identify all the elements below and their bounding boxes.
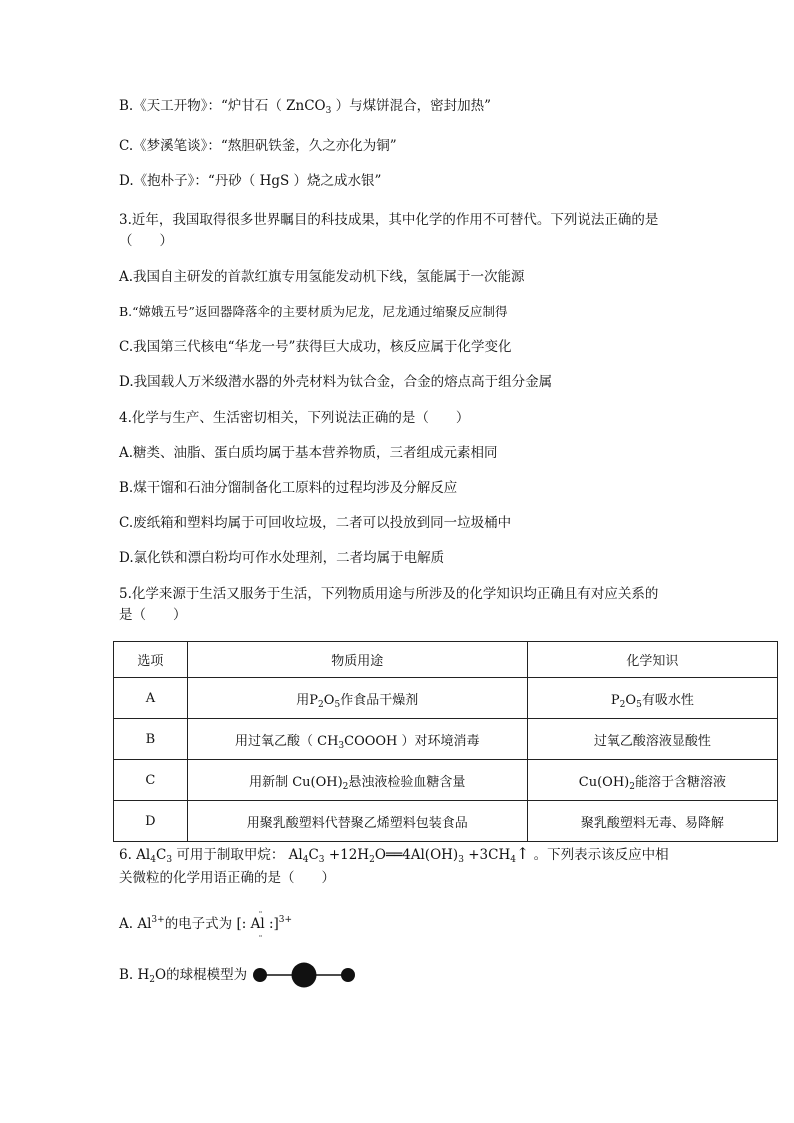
row-a-knowledge: $P_2O_5$有吸水性 (527, 678, 777, 719)
table-row (114, 719, 778, 760)
hydrogen-atom (341, 968, 355, 982)
row-c-option: C (114, 760, 188, 801)
table-row (114, 678, 778, 719)
electron-formula: ·· [: Al :] ·· (236, 908, 279, 941)
q3-stem: 3.近年，我国取得很多世界瞩目的科技成果，其中化学的作用不可替代。下列说法正确的是 (119, 212, 659, 228)
q2-option-c: C.《梦溪笔谈》：“熬胆矾铁釜，久之亦化为铜” (119, 138, 397, 154)
q3-option-c: C.我国第三代核电“华龙一号”获得巨大成功，核反应属于化学变化 (119, 339, 512, 355)
q3-option-d: D.我国载人万米级潜水器的外壳材料为钛合金，合金的熔点高于组分金属 (119, 374, 553, 390)
header-use: 物质用途 (187, 642, 527, 678)
water-ball-stick-model (252, 962, 358, 988)
q6-stem-line2: 关微粒的化学用语正确的是（ ） (119, 870, 335, 886)
q4-option-b: B.煤干馏和石油分馏制备化工原料的过程均涉及分解反应 (119, 480, 458, 496)
row-d-option: D (114, 801, 188, 842)
q4-option-a: A.糖类、油脂、蛋白质均属于基本营养物质，三者组成元素相同 (119, 445, 498, 461)
q5-table (113, 641, 778, 842)
table-row (114, 801, 778, 842)
q6-stem-line1: 6. $Al_4C_3$ 可用于制取甲烷： $Al_4C_3$ $+12H_2O══4Al(OH)_3$ $+3CH_4↑$ 。下列表示该反应中相 (119, 844, 669, 865)
row-c-knowledge: $Cu(OH)_2$能溶于含糖溶液 (527, 760, 777, 801)
q6-option-b: B. $H_2O$的球棍模型为 (119, 967, 248, 985)
row-b-use: 用过氧乙酸（ $CH_3COOOH$ ）对环境消毒 (187, 719, 527, 760)
q3-paren: （ ） (119, 233, 173, 249)
table-header-row (114, 642, 778, 678)
q5-stem-line1: 5.化学来源于生活又服务于生活，下列物质用途与所涉及的化学知识均正确且有对应关系的 (119, 586, 659, 602)
row-c-use: 用新制 $Cu(OH)_2$悬浊液检验血糖含量 (187, 760, 527, 801)
oxygen-atom (292, 963, 317, 988)
q2-option-b: B.《天工开物》：“炉甘石（ ZnCO$_3$ ）与煤饼混合，密封加热” (119, 98, 492, 116)
header-knowledge: 化学知识 (527, 642, 777, 678)
header-option: 选项 (114, 642, 188, 678)
row-b-option: B (114, 719, 188, 760)
q3-option-a: A.我国自主研发的首款红旗专用氢能发动机下线，氢能属于一次能源 (119, 269, 525, 285)
row-d-knowledge: 聚乳酸塑料无毒、易降解 (527, 801, 777, 842)
row-d-use: 用聚乳酸塑料代替聚乙烯塑料包装食品 (187, 801, 527, 842)
q5-stem-line2: 是（ ） (119, 607, 187, 623)
q3-option-b: B.“嫦娥五号”返回器降落伞的主要材质为尼龙，尼龙通过缩聚反应制得 (119, 304, 508, 319)
row-b-knowledge: 过氧乙酸溶液显酸性 (527, 719, 777, 760)
q6-option-a: A. $Al^{3+}$的电子式为 ·· [: Al :] ·· $^{3+}$ (119, 908, 293, 941)
hydrogen-atom (253, 968, 267, 982)
q4-option-d: D.氯化铁和漂白粉均可作水处理剂，二者均属于电解质 (119, 550, 445, 566)
q4-option-c: C.废纸箱和塑料均属于可回收垃圾，二者可以投放到同一垃圾桶中 (119, 515, 512, 531)
table-row (114, 760, 778, 801)
row-a-use: 用$P_2O_5$作食品干燥剂 (187, 678, 527, 719)
q4-stem: 4.化学与生产、生活密切相关，下列说法正确的是（ ） (119, 410, 470, 426)
q2-option-d: D.《抱朴子》：“丹砂（ HgS ）烧之成水银” (119, 173, 382, 189)
reaction-equation: $Al_4C_3$ $+12H_2O══4Al(OH)_3$ $+3CH_4↑$ (284, 844, 530, 865)
row-a-option: A (114, 678, 188, 719)
